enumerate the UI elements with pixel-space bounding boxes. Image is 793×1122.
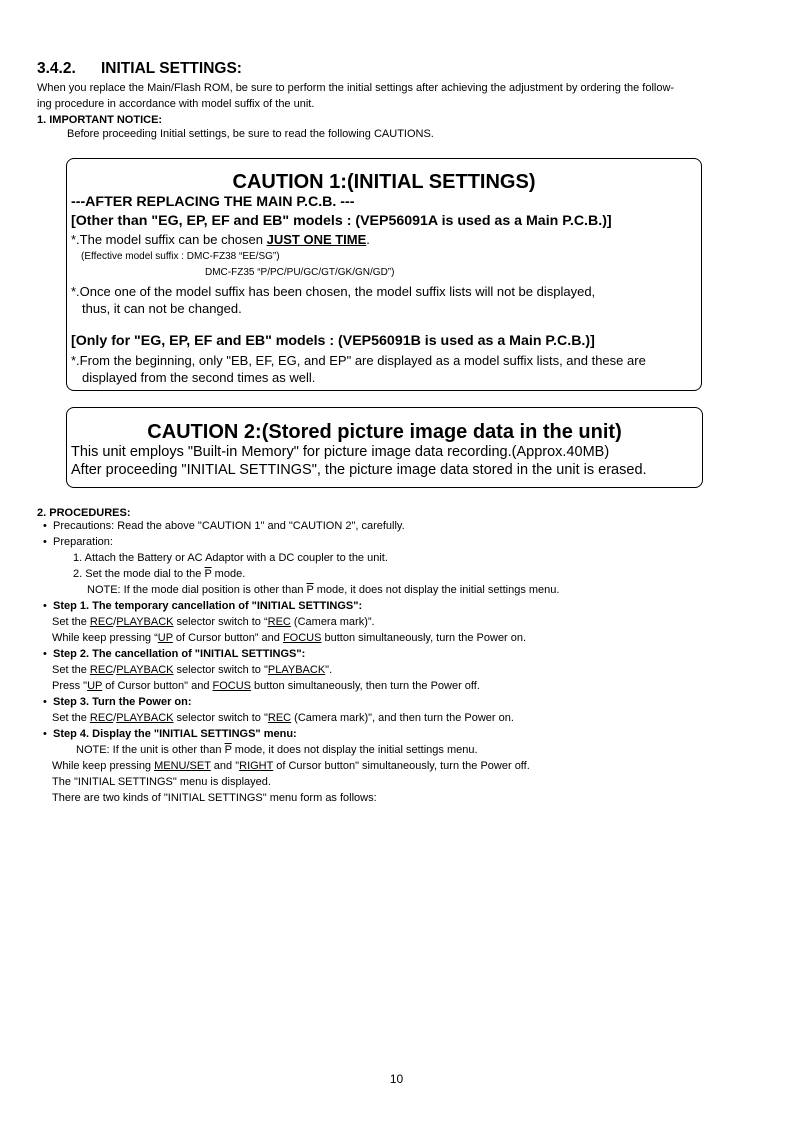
text: While keep pressing “ (52, 632, 158, 644)
text: Set the (52, 664, 90, 676)
step-4-note (76, 743, 478, 757)
caution-1-effective-2: DMC-FZ35 “P/PC/PU/GC/GT/GK/GN/GD”) (205, 267, 395, 278)
text: and " (210, 760, 240, 772)
prep-step-1: 1. Attach the Battery or AC Adaptor with a DC coupler to the unit. (73, 552, 388, 564)
step-2-line-1 (52, 663, 332, 677)
rec-label: REC (267, 616, 291, 628)
note-text: NOTE: If the mode dial position is other than (87, 584, 307, 596)
section-title: INITIAL SETTINGS: (101, 60, 242, 77)
suffix-text: *.The model suffix can be chosen (71, 232, 267, 247)
text: NOTE: If the unit is other than (76, 744, 225, 756)
step-4-heading (43, 727, 297, 741)
prep-step-2 (73, 567, 245, 581)
step-1-title: Step 1. The temporary cancellation of "INITIAL SETTINGS": (53, 600, 363, 612)
caution-1-box (66, 158, 702, 391)
text: of Cursor button" and (102, 680, 213, 692)
caution-1-once-1: *.Once one of the model suffix has been chosen, the model suffix lists will not be displayed, (71, 284, 596, 299)
notice-heading: 1. IMPORTANT NOTICE: (37, 114, 163, 126)
right-label: RIGHT (239, 760, 274, 772)
focus-label: FOCUS (212, 680, 251, 692)
step-2-line-2 (52, 679, 480, 693)
section-heading (37, 60, 242, 78)
caution-1-effective-1: (Effective model suffix : DMC-FZ38 “EE/SG”) (81, 251, 280, 262)
step-1-line-2 (52, 631, 526, 645)
step-1-line-1 (52, 615, 375, 629)
text: selector switch to " (173, 712, 268, 724)
caution-1-suffix-line (71, 232, 370, 247)
rec-label: REC (89, 664, 114, 676)
step-4-line-3: There are two kinds of "INITIAL SETTINGS" menu form as follows: (52, 792, 377, 804)
text: ". (325, 664, 333, 676)
p-mode-symbol: $\overline{P}$ (306, 584, 314, 596)
caution-2-line-2: After proceeding "INITIAL SETTINGS", the picture image data stored in the unit is erased. (71, 462, 647, 478)
just-one-time: JUST ONE TIME (266, 232, 367, 247)
bullet-icon: • (43, 648, 47, 660)
text: button simultaneously, then turn the Power off. (251, 680, 480, 692)
notice-text: Before proceeding Initial settings, be sure to read the following CAUTIONS. (67, 128, 434, 140)
text: Press " (52, 680, 88, 692)
text: (Camera mark)", and then turn the Power on. (291, 712, 514, 724)
step-2-title: Step 2. The cancellation of "INITIAL SETTINGS": (53, 648, 306, 660)
step-4-line-1 (52, 759, 530, 773)
text: Set the (52, 712, 90, 724)
procedures-heading: 2. PROCEDURES: (37, 507, 131, 519)
text: of Cursor button” and (172, 632, 283, 644)
section-number: 3.4.2. (37, 60, 76, 77)
bullet-icon: • (43, 520, 47, 532)
up-label: UP (157, 632, 173, 644)
text: (Camera mark)”. (290, 616, 375, 628)
slash: / (113, 712, 117, 724)
bullet-icon: • (43, 600, 47, 612)
caution-1-begin-2: displayed from the second times as well. (82, 370, 316, 385)
text: Set the (52, 616, 90, 628)
suffix-period: . (366, 232, 370, 247)
slash: / (113, 664, 117, 676)
caution-1-begin-1: *.From the beginning, only "EB, EF, EG, and EP" are displayed as a model suffix lists, and these are (71, 353, 646, 368)
bullet-icon: • (43, 536, 47, 548)
menu-set-label: MENU/SET (154, 760, 211, 772)
caution-1-after-replacing: ---AFTER REPLACING THE MAIN P.C.B. --- (71, 194, 355, 210)
caution-2-line-1: This unit employs "Built-in Memory" for picture image data recording.(Approx.40MB) (71, 444, 610, 460)
text: mode, it does not display the initial settings menu. (231, 744, 478, 756)
caution-1-title: CAUTION 1:(INITIAL SETTINGS) (232, 171, 536, 193)
text: selector switch to " (173, 664, 268, 676)
rec-label: REC (89, 712, 114, 724)
step-3-heading (43, 695, 192, 709)
bullet-icon: • (43, 696, 47, 708)
step-4-title: Step 4. Display the "INITIAL SETTINGS" menu: (53, 728, 297, 740)
note-text-end: mode, it does not display the initial settings menu. (313, 584, 560, 596)
focus-label: FOCUS (282, 632, 322, 644)
caution-1-other-models: [Other than "EG, EP, EF and EB" models : (VEP56091A is used as a Main P.C.B.)] (71, 213, 612, 229)
text: selector switch to “ (173, 616, 268, 628)
prep-note (87, 583, 559, 597)
prep-2-text-end: mode. (211, 568, 246, 580)
caution-2-box (66, 407, 703, 488)
text: button simultaneously, turn the Power on. (321, 632, 527, 644)
page-number: 10 (389, 1072, 404, 1086)
text: of Cursor button" simultaneously, turn the Power off. (273, 760, 530, 772)
step-3-title: Step 3. Turn the Power on: (53, 696, 192, 708)
precautions-item (43, 519, 405, 533)
step-2-heading (43, 647, 305, 661)
bullet-icon: • (43, 728, 47, 740)
playback-label: PLAYBACK (116, 616, 174, 628)
caution-1-only-models: [Only for "EG, EP, EF and EB" models : (VEP56091B is used as a Main P.C.B.)] (71, 333, 595, 349)
slash: / (113, 616, 117, 628)
preparation-item (43, 535, 113, 549)
up-label: UP (87, 680, 103, 692)
precautions-text: Precautions: Read the above "CAUTION 1" and "CAUTION 2", carefully. (53, 520, 405, 532)
text: While keep pressing (52, 760, 155, 772)
preparation-text: Preparation: (53, 536, 113, 548)
rec-label: REC (89, 616, 114, 628)
step-1-heading (43, 599, 362, 613)
intro-line-2: ing procedure in accordance with model suffix of the unit. (37, 98, 315, 110)
playback-label: PLAYBACK (116, 664, 174, 676)
p-mode-symbol: $\overline{P}$ (204, 568, 212, 580)
p-mode-symbol: $\overline{P}$ (224, 744, 232, 756)
rec-label: REC (267, 712, 292, 724)
intro-line-1: When you replace the Main/Flash ROM, be sure to perform the initial settings after achieving the adjustment by ordering the follow- (37, 82, 675, 94)
prep-2-text: 2. Set the mode dial to the (73, 568, 205, 580)
step-4-line-2: The "INITIAL SETTINGS" menu is displayed. (52, 776, 271, 788)
caution-1-once-2: thus, it can not be changed. (82, 301, 242, 316)
playback-label: PLAYBACK (267, 664, 326, 676)
caution-2-title: CAUTION 2:(Stored picture image data in the unit) (147, 421, 622, 443)
step-3-line-1 (52, 711, 514, 725)
playback-label: PLAYBACK (116, 712, 174, 724)
